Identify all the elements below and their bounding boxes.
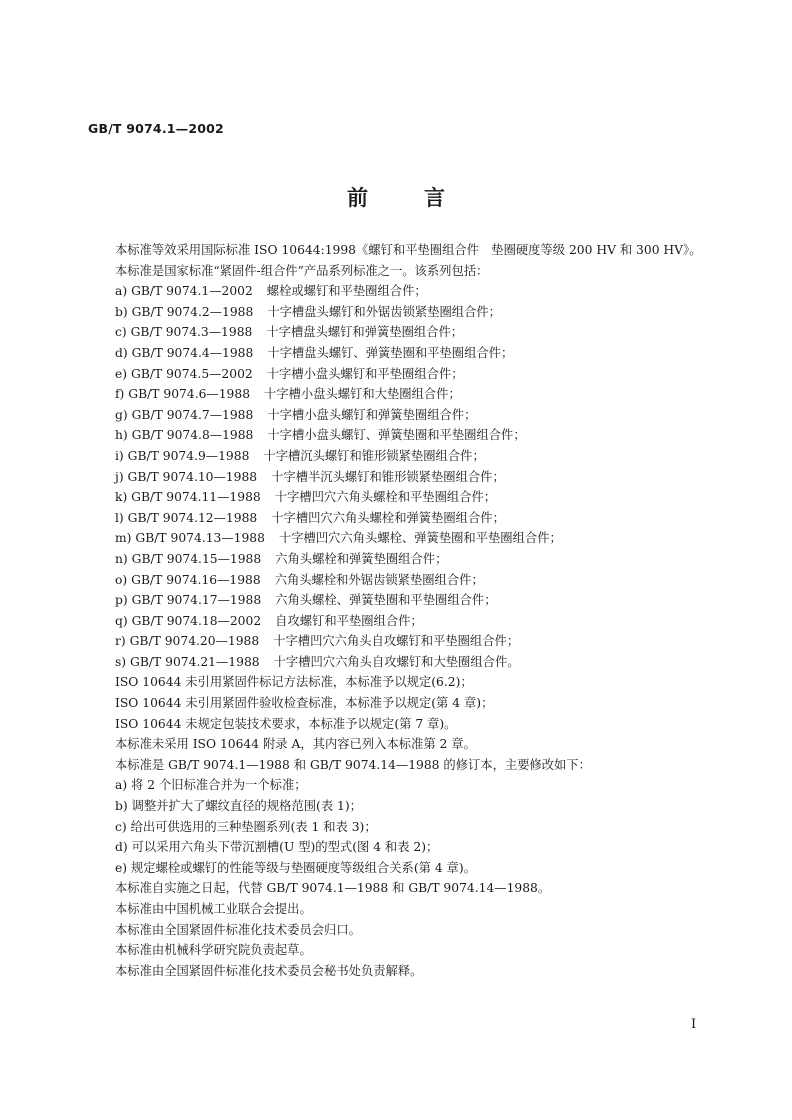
page-title: 前言	[347, 185, 501, 210]
series-item-code: GB/T 9074.1—2002	[131, 284, 253, 299]
standard-code: GB/T 9074.1—2002	[88, 121, 224, 136]
series-item-name: 六角头螺栓和弹簧垫圈组合件；	[275, 551, 448, 566]
series-item-name: 六角头螺栓、弹簧垫圈和平垫圈组合件；	[275, 593, 497, 608]
series-item-name: 十字槽凹穴六角头螺栓和平垫圈组合件；	[274, 490, 497, 505]
closing-paragraph: 本标准由机械科学研究院负责起草。	[115, 943, 312, 958]
series-list-item	[88, 302, 704, 323]
series-item-code: GB/T 9074.7—1988	[131, 407, 254, 422]
series-item-name: 十字槽盘头螺钉和弹簧垫圈组合件；	[266, 325, 464, 340]
series-item-code: GB/T 9074.5—2002	[131, 366, 253, 381]
closing-paragraph: 本标准由全国紧固件标准化技术委员会秘书处负责解释。	[115, 963, 423, 978]
preface-body	[88, 240, 704, 981]
series-item-name: 十字槽凹穴六角头螺栓、弹簧垫圈和平垫圈组合件；	[278, 531, 562, 546]
series-item-name: 十字槽凹穴六角头自攻螺钉和平垫圈组合件；	[273, 634, 520, 649]
closing-paragraph: 本标准自实施之日起，代替 GB/T 9074.1—1988 和 GB/T 9074.14—1988。	[115, 881, 551, 896]
series-item-code: GB/T 9074.18—2002	[131, 613, 262, 628]
iso-note: ISO 10644 未引用紧固件验收检查标准，本标准予以规定(第 4 章)；	[115, 696, 494, 711]
series-item-code: GB/T 9074.6—1988	[128, 387, 251, 402]
series-item-letter: p)	[115, 593, 128, 608]
series-list-item	[88, 343, 704, 364]
series-item-letter: m)	[115, 531, 132, 546]
series-item-letter: l)	[115, 510, 124, 525]
series-list-item	[88, 405, 704, 426]
intro-paragraph: 本标准等效采用国际标准 ISO 10644:1998《螺钉和平垫圈组合件 垫圈硬度等级 200 HV 和 300 HV》。	[115, 243, 702, 257]
series-list-item	[88, 508, 704, 529]
iso-note: 本标准是 GB/T 9074.1—1988 和 GB/T 9074.14—1988 的修订本，主要修改如下：	[115, 757, 591, 772]
series-item-letter: o)	[115, 572, 128, 587]
series-item-name: 十字槽沉头螺钉和锥形锁紧垫圈组合件；	[263, 448, 485, 463]
series-list	[88, 281, 704, 672]
series-item-letter: r)	[115, 634, 126, 649]
iso-note: 本标准未采用 ISO 10644 附录 A，其内容已列入本标准第 2 章。	[115, 737, 476, 752]
series-item-name: 十字槽盘头螺钉、弹簧垫圈和平垫圈组合件；	[267, 345, 514, 360]
page-number: I	[691, 1017, 697, 1032]
series-item-letter: a)	[115, 284, 128, 299]
series-item-letter: b)	[115, 304, 128, 319]
revision-item: c) 给出可供选用的三种垫圈系列(表 1 和表 3)；	[115, 819, 377, 834]
series-item-code: GB/T 9074.20—1988	[129, 634, 260, 649]
series-list-item	[88, 570, 704, 591]
series-item-name: 十字槽凹穴六角头自攻螺钉和大垫圈组合件。	[273, 654, 520, 669]
series-item-code: GB/T 9074.17—1988	[131, 593, 262, 608]
series-item-name: 十字槽小盘头螺钉和弹簧垫圈组合件；	[267, 407, 477, 422]
series-list-item	[88, 425, 704, 446]
series-item-code: GB/T 9074.2—1988	[131, 304, 254, 319]
closing-paragraph: 本标准由中国机械工业联合会提出。	[115, 902, 312, 916]
series-item-code: GB/T 9074.10—1988	[127, 469, 258, 484]
series-item-letter: d)	[115, 345, 128, 360]
series-list-item	[88, 652, 704, 673]
series-item-name: 十字槽盘头螺钉和外锯齿锁紧垫圈组合件；	[267, 304, 501, 319]
series-item-name: 十字槽凹穴六角头螺栓和弹簧垫圈组合件；	[271, 510, 505, 525]
series-item-letter: c)	[115, 325, 127, 340]
series-item-code: GB/T 9074.11—1988	[131, 490, 261, 505]
revision-item: a) 将 2 个旧标准合并为一个标准；	[115, 778, 307, 793]
series-list-item	[88, 590, 704, 611]
series-item-letter: q)	[115, 613, 128, 628]
series-list-item	[88, 322, 704, 343]
series-item-code: GB/T 9074.21—1988	[130, 654, 260, 669]
series-item-name: 螺栓或螺钉和平垫圈组合件；	[266, 284, 427, 299]
series-item-code: GB/T 9074.16—1988	[131, 572, 261, 587]
revision-item: e) 规定螺栓或螺钉的性能等级与垫圈硬度等级组合关系(第 4 章)。	[115, 860, 476, 875]
series-item-letter: h)	[115, 428, 128, 443]
series-list-item	[88, 467, 704, 488]
series-item-name: 十字槽小盘头螺钉、弹簧垫圈和平垫圈组合件；	[267, 428, 526, 443]
series-list-item	[88, 384, 704, 405]
series-item-name: 十字槽半沉头螺钉和锥形锁紧垫圈组合件；	[271, 469, 505, 484]
iso-note: ISO 10644 未规定包装技术要求，本标准予以规定(第 7 章)。	[115, 716, 457, 731]
series-item-code: GB/T 9074.3—1988	[130, 325, 253, 340]
series-list-item	[88, 487, 704, 508]
closing-paragraph: 本标准由全国紧固件标准化技术委员会归口。	[115, 922, 361, 937]
series-item-name: 自攻螺钉和平垫圈组合件；	[275, 613, 423, 628]
series-list-item	[88, 281, 704, 302]
series-item-code: GB/T 9074.4—1988	[131, 345, 254, 360]
series-item-letter: s)	[115, 654, 127, 669]
series-item-name: 十字槽小盘头螺钉和大垫圈组合件；	[264, 387, 461, 402]
series-item-code: GB/T 9074.15—1988	[131, 551, 262, 566]
series-item-name: 十字槽小盘头螺钉和平垫圈组合件；	[266, 366, 464, 381]
series-list-item	[88, 549, 704, 570]
series-item-letter: n)	[115, 551, 128, 566]
series-item-code: GB/T 9074.8—1988	[131, 428, 254, 443]
intro-paragraph: 本标准是国家标准“紧固件-组合件”产品系列标准之一。该系列包括：	[115, 263, 489, 278]
series-item-letter: i)	[115, 448, 124, 463]
series-item-name: 六角头螺栓和外锯齿锁紧垫圈组合件；	[274, 572, 484, 587]
series-item-letter: j)	[115, 469, 124, 484]
series-item-letter: f)	[115, 387, 125, 402]
series-list-item	[88, 631, 704, 652]
series-item-code: GB/T 9074.12—1988	[127, 510, 258, 525]
series-item-letter: k)	[115, 490, 128, 505]
series-item-code: GB/T 9074.13—1988	[135, 531, 265, 546]
series-list-item	[88, 446, 704, 467]
revision-item: d) 可以采用六角头下带沉割槽(U 型)的型式(图 4 和表 2)；	[115, 840, 439, 855]
series-list-item	[88, 528, 704, 549]
revision-item: b) 调整并扩大了螺纹直径的规格范围(表 1)；	[115, 799, 362, 814]
series-list-item	[88, 364, 704, 385]
iso-note: ISO 10644 未引用紧固件标记方法标准，本标准予以规定(6.2)；	[115, 675, 473, 690]
series-item-code: GB/T 9074.9—1988	[127, 448, 250, 463]
series-item-letter: g)	[115, 407, 128, 422]
series-list-item	[88, 611, 704, 632]
series-item-letter: e)	[115, 366, 128, 381]
